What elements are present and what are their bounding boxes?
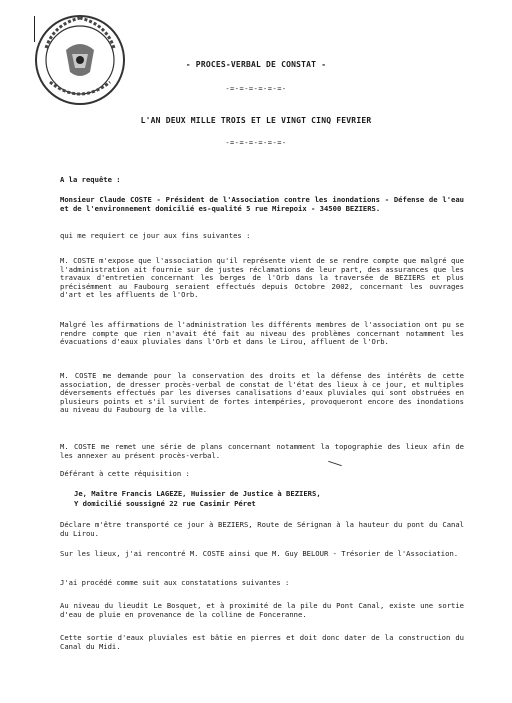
separator-2: -=-=-=-=-=-=-	[225, 139, 287, 147]
paragraph-7: J'ai procédé comme suit aux constatations suivantes :	[60, 578, 290, 587]
paragraph-6: Sur les lieux, j'ai rencontré M. COSTE ainsi que M. Guy BELOUR - Trésorier de l'Association.	[60, 549, 459, 558]
paragraph-1: M. COSTE m'expose que l'association qu'il représente vient de se rendre compte que malgré que l'administration ait fournie sur de justes réclamations de leur part, des assurances que les travaux d'entretien concernant les berges de l'Orb dans la traversée de BEZIERS et plus précisémment au Faubourg seraient effectués depuis Octobre 2002, concernant les ouvrages d'art et les affluents de l'Orb.	[60, 256, 464, 300]
paragraph-3: M. COSTE me demande pour la conservation des droits et la défense des intérêts de cette association, de dresser procès-verbal de constat de l'état des lieux à ce jour, et multiples déversements effectués par les diverses canalisations d'eaux pluviales qui sont obstruées en plusieurs points et s'il survient de fortes intempéries, provoqueront encore des inondations au niveau du Faubourg de la ville.	[60, 371, 464, 415]
huissier-line-1: Je, Maître Francis LAGEZE, Huissier de Justice à BEZIERS,	[74, 489, 321, 498]
pen-mark	[328, 461, 342, 466]
document-title: - PROCES-VERBAL DE CONSTAT -	[185, 60, 327, 69]
requete-heading: A la requête :	[60, 175, 121, 184]
fins-paragraph: qui me requiert ce jour aux fins suivantes :	[60, 231, 251, 240]
deferant-paragraph: Déférant à cette réquisition :	[60, 469, 190, 478]
huissier-line-2: Y domicilié soussigné 22 rue Casimir Péret	[74, 499, 256, 508]
requerant-paragraph: Monsieur Claude COSTE - Président de l'Association contre les inondations - Défense de l'eau et de l'environnement domicilié es-qualité 5 rue Mirepoix - 34500 BEZIERS.	[60, 195, 464, 213]
paragraph-9: Cette sortie d'eaux pluviales est bâtie en pierres et doit donc dater de la construction du Canal du Midi.	[60, 633, 464, 651]
paragraph-4: M. COSTE me remet une série de plans concernant notamment la topographie des lieux afin de les annexer au présent procès-verbal.	[60, 442, 464, 460]
paragraph-5: Déclare m'être transporté ce jour à BEZIERS, Route de Sérignan à la hauteur du pont du Canal du Lirou.	[60, 520, 464, 538]
separator-1: -=-=-=-=-=-=-	[225, 85, 287, 93]
paragraph-2: Malgré les affirmations de l'administration les différents membres de l'association ont pu se rendre compte que rien n'avait été fait au niveau des problèmes concernant notamment les évacuations d'eaux pluviales dans l'Orb et dans le Lirou, affluent de l'Orb.	[60, 320, 464, 347]
paragraph-8: Au niveau du lieudit Le Bosquet, et à proximité de la pile du Pont Canal, existe une sortie d'eau de pluie en provenance de la colline de Fonceranne.	[60, 601, 464, 619]
document-date: L'AN DEUX MILLE TROIS ET LE VINGT CINQ FEVRIER	[140, 116, 372, 125]
